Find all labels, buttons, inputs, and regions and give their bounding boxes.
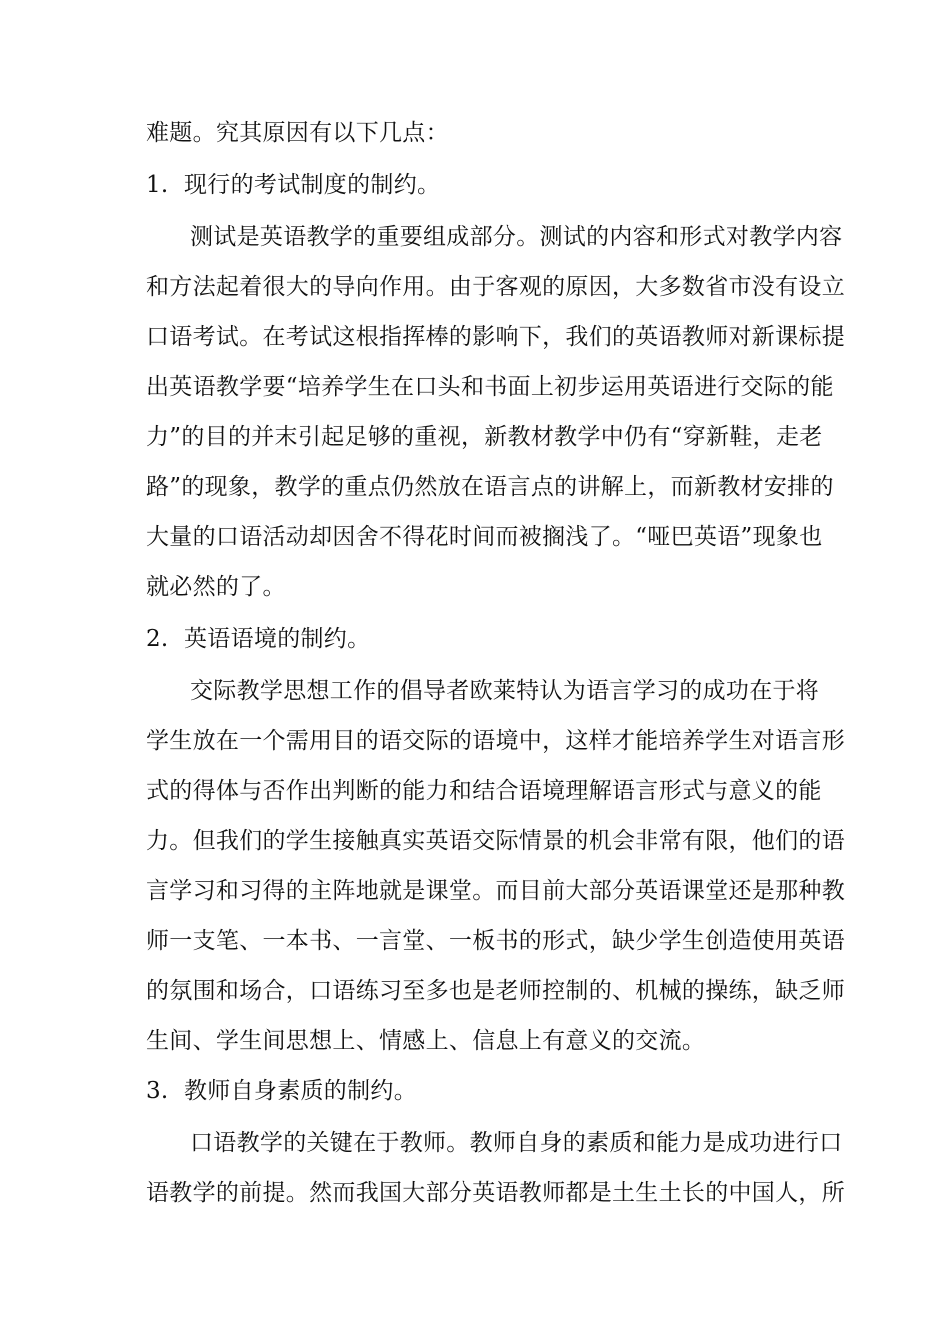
heading-text: 教师自身素质的制约。 (184, 1078, 417, 1104)
text-line: 测试是英语教学的重要组成部分。测试的内容和形式对教学内容 (190, 224, 843, 250)
heading-text: 英语语境的制约。 (184, 626, 371, 652)
heading-number: 2. (146, 626, 169, 652)
text-line: 式的得体与否作出判断的能力和结合语境理解语言形式与意义的能 (146, 778, 822, 804)
text-line: 力。但我们的学生接触真实英语交际情景的机会非常有限，他们的语 (146, 828, 845, 854)
text-line: 出英语教学要“培养学生在口头和书面上初步运用英语进行交际的能 (146, 374, 834, 400)
heading-text: 现行的考试制度的制约。 (184, 172, 441, 198)
section-heading-2 (146, 624, 370, 654)
text-line: 力”的目的并末引起足够的重视，新教材教学中仍有“穿新鞋，走老 (146, 424, 823, 450)
text-line: 大量的口语活动却因舍不得花时间而被搁浅了。“哑巴英语”现象也 (146, 524, 823, 550)
text-line: 学生放在一个需用目的语交际的语境中，这样才能培养学生对语言形 (146, 728, 845, 754)
text-line: 言学习和习得的主阵地就是课堂。而目前大部分英语课堂还是那种教 (146, 878, 845, 904)
text-line: 就必然的了。 (146, 574, 286, 600)
text-line: 路”的现象，教学的重点仍然放在语言点的讲解上，而新教材安排的 (146, 474, 834, 500)
section-heading-1 (146, 170, 440, 200)
text-line: 语教学的前提。然而我国大部分英语教师都是土生土长的中国人，所 (146, 1180, 845, 1206)
text-line: 生间、学生间思想上、情感上、信息上有意义的交流。 (146, 1028, 706, 1054)
text-line: 交际教学思想工作的倡导者欧莱特认为语言学习的成功在于将 (190, 678, 820, 704)
text-line: 师一支笔、一本书、一言堂、一板书的形式，缺少学生创造使用英语 (146, 928, 845, 954)
text-line: 难题。究其原因有以下几点： (146, 120, 449, 146)
text-line: 口语考试。在考试这根指挥棒的影响下，我们的英语教师对新课标提 (146, 324, 845, 350)
text-line: 和方法起着很大的导向作用。由于客观的原因，大多数省市没有设立 (146, 274, 845, 300)
text-line: 的氛围和场合，口语练习至多也是老师控制的、机械的操练，缺乏师 (146, 978, 845, 1004)
heading-number: 1. (146, 172, 169, 198)
heading-number: 3. (146, 1078, 169, 1104)
text-line: 口语教学的关键在于教师。教师自身的素质和能力是成功进行口 (190, 1130, 843, 1156)
section-heading-3 (146, 1076, 417, 1106)
